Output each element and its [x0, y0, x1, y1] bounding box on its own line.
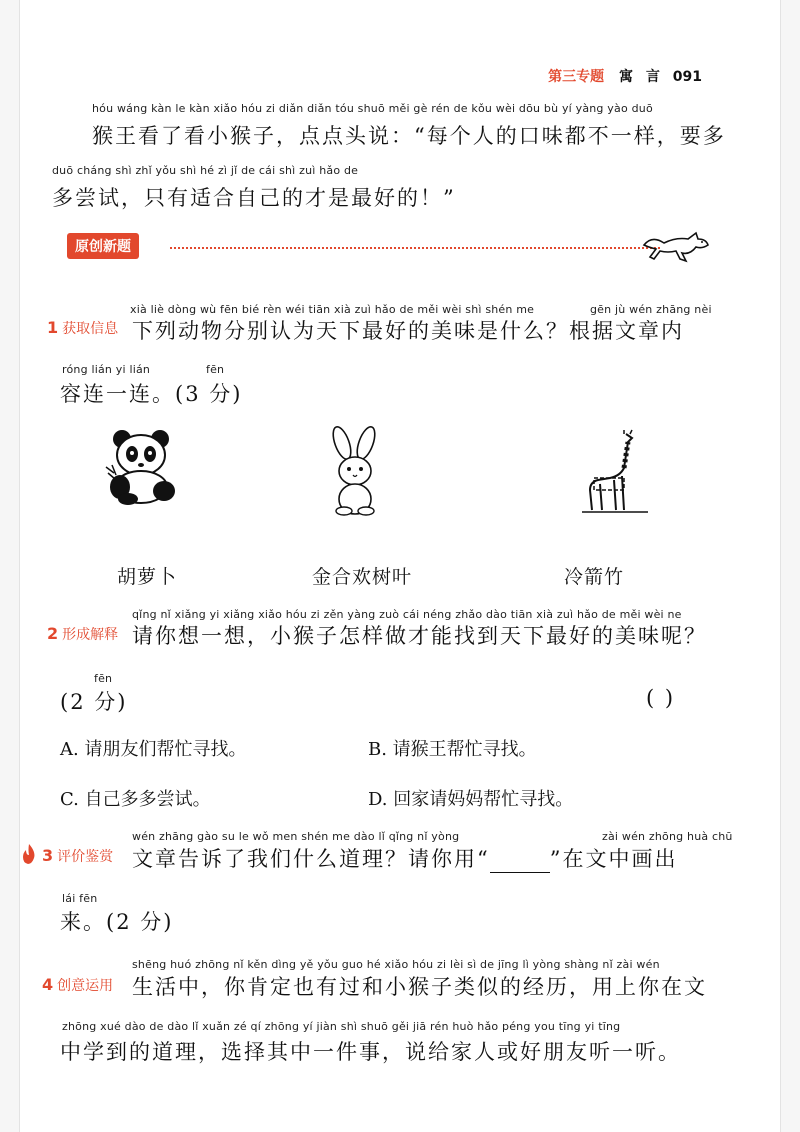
- q3-label: 评价鉴赏: [57, 849, 114, 865]
- q3-text-a1: 文章告诉了我们什么道理？请你用“: [132, 847, 490, 871]
- q2-option-c[interactable]: C. 自己多多尝试。: [60, 789, 211, 810]
- q4-heading: [42, 975, 113, 995]
- story-pinyin-1: hóu wáng kàn le kàn xiǎo hóu zi diǎn diǎn tóu shuō měi gè rén de kǒu wèi dōu bù yí yàng yào duō: [92, 102, 653, 115]
- q1-label: 获取信息: [62, 321, 119, 337]
- section-title: 第三专题: [548, 69, 605, 85]
- giraffe-icon: [580, 428, 650, 518]
- q2-text-b: (2 分): [60, 690, 128, 714]
- story-line-2: 多尝试，只有适合自己的才是最好的！”: [52, 186, 456, 210]
- page-number: 091: [672, 69, 702, 85]
- q4-pinyin-b: zhōng xué dào de dào lǐ xuǎn zé qí zhōng yí jiàn shì shuō gěi jiā rén huò hǎo péng you tīng yi tīng: [62, 1020, 621, 1033]
- q2-option-a[interactable]: A. 请朋友们帮忙寻找。: [60, 739, 247, 760]
- q3-number: 3: [42, 846, 54, 865]
- q2-pinyin-fen: fēn: [94, 672, 113, 685]
- q3-text-a2: ”在文中画出: [549, 847, 678, 871]
- q1-text-b: 容连一连。(3 分): [60, 382, 243, 406]
- q2-label: 形成解释: [62, 627, 119, 643]
- q3-heading: [42, 846, 113, 866]
- section-tag: 原创新题: [67, 233, 139, 259]
- q1-text-a: 下列动物分别认为天下最好的美味是什么？根据文章内: [132, 319, 684, 343]
- food-item-carrot[interactable]: 胡萝卜: [117, 566, 178, 588]
- q1-pinyin-fen: fēn: [206, 363, 225, 376]
- q4-number: 4: [42, 975, 54, 994]
- q4-label: 创意运用: [57, 978, 114, 994]
- q3-blank-line: [490, 856, 550, 873]
- q1-heading: [47, 318, 118, 338]
- q2-number: 2: [47, 624, 59, 643]
- cat-icon: [642, 225, 714, 265]
- q1-pinyin-b: gēn jù wén zhāng nèi: [590, 303, 712, 316]
- q2-answer-bracket[interactable]: ( ): [646, 686, 676, 710]
- rabbit-icon: [320, 425, 390, 517]
- q4-text-b: 中学到的道理，选择其中一件事，说给家人或好朋友听一听。: [60, 1040, 681, 1064]
- q2-text-a: 请你想一想，小猴子怎样做才能找到天下最好的美味呢？: [132, 624, 707, 648]
- q2-option-d[interactable]: D. 回家请妈妈帮忙寻找。: [368, 789, 574, 810]
- q3-pinyin-c: lái fēn: [62, 892, 98, 905]
- section-divider: [170, 247, 660, 249]
- workbook-page: [20, 0, 780, 1132]
- q2-pinyin-a: qǐng nǐ xiǎng yi xiǎng xiǎo hóu zi zěn yàng zuò cái néng zhǎo dào tiān xià zuì hǎo de měi wèi ne: [132, 608, 682, 621]
- food-item-acacia-leaves[interactable]: 金合欢树叶: [312, 566, 413, 588]
- q4-pinyin-a: shēng huó zhōng nǐ kěn dìng yě yǒu guo hé xiǎo hóu zi lèi sì de jīng lì yòng shàng nǐ zài wén: [132, 958, 660, 971]
- q2-option-b[interactable]: B. 请猴王帮忙寻找。: [368, 739, 537, 760]
- panda-icon: [100, 425, 182, 505]
- q2-heading: [47, 624, 118, 644]
- flame-icon: [20, 843, 38, 865]
- q1-pinyin-c: róng lián yi lián: [62, 363, 151, 376]
- q3-pinyin-a: wén zhāng gào su le wǒ men shén me dào lǐ qǐng nǐ yòng: [132, 830, 460, 843]
- food-item-bamboo[interactable]: 冷箭竹: [564, 566, 625, 588]
- q1-number: 1: [47, 318, 59, 337]
- story-line-1: 猴王看了看小猴子，点点头说：“每个人的口味都不一样，要多: [92, 124, 726, 148]
- q3-text-b: 来。(2 分): [60, 910, 174, 934]
- q1-pinyin-a: xià liè dòng wù fēn bié rèn wéi tiān xià zuì hǎo de měi wèi shì shén me: [130, 303, 535, 316]
- q4-text-a: 生活中，你肯定也有过和小猴子类似的经历，用上你在文: [132, 975, 707, 999]
- story-pinyin-2: duō cháng shì zhǐ yǒu shì hé zì jǐ de cái shì zuì hǎo de: [52, 164, 359, 177]
- chapter-title: 寓 言: [619, 69, 664, 85]
- q3-pinyin-b: zài wén zhōng huà chū: [602, 830, 733, 843]
- page-header: [548, 66, 702, 86]
- q3-text-a: [132, 843, 678, 873]
